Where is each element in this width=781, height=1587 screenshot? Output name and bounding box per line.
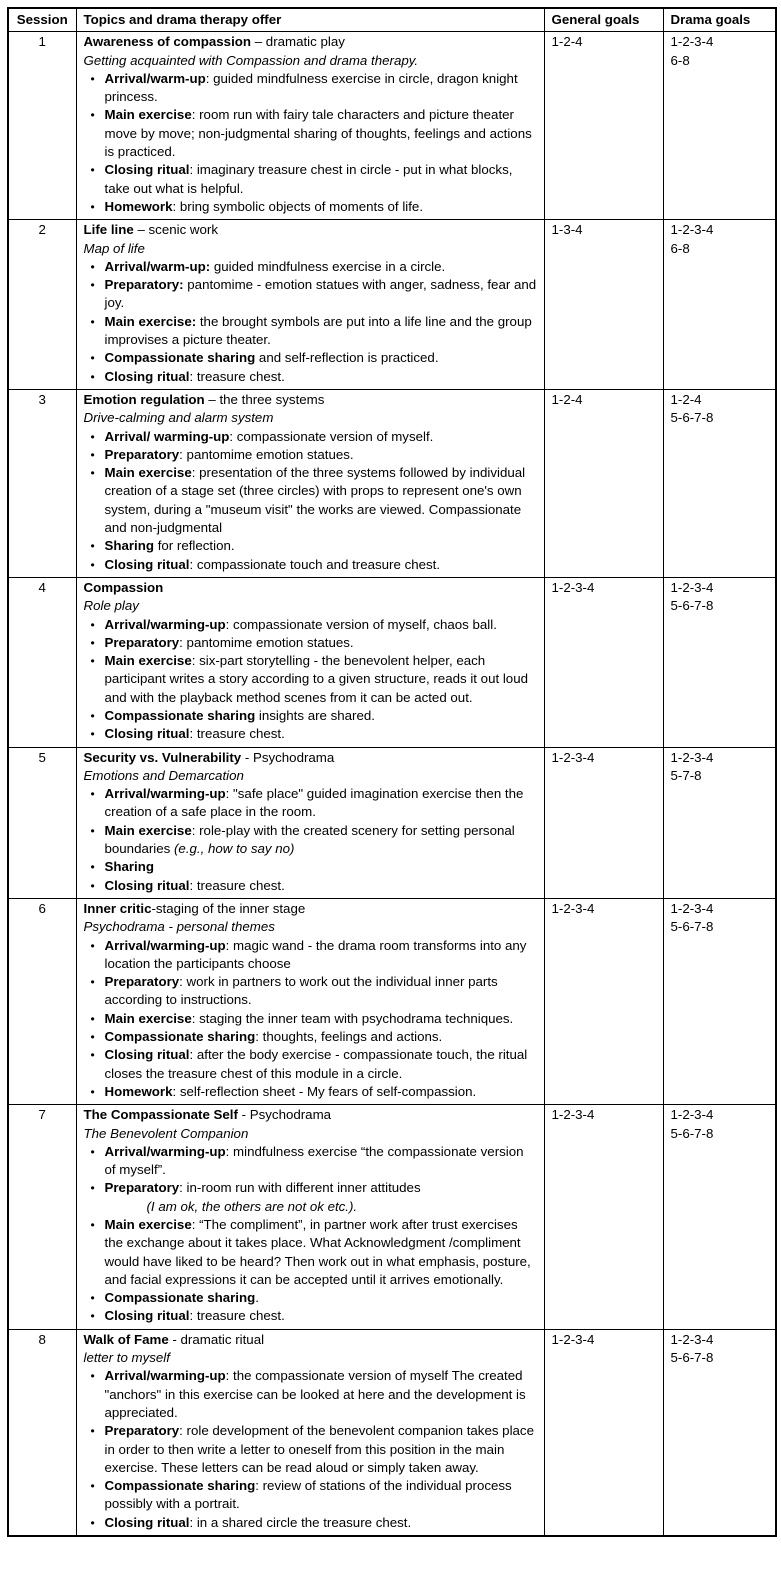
session-title: Emotion regulation – the three systems xyxy=(83,391,325,407)
indented-italic-note: (I am ok, the others are not ok etc.). xyxy=(146,1198,358,1214)
bullet-icon: • xyxy=(90,1218,95,1232)
bullet-icon: • xyxy=(90,860,95,875)
session-cell xyxy=(8,1105,76,1330)
bullet-icon: • xyxy=(90,975,95,990)
general-goals-cell xyxy=(544,747,663,898)
session-title: Security vs. Vulnerability - Psychodrama xyxy=(83,749,335,765)
bullet-item xyxy=(84,1289,537,1307)
bullet-icon: • xyxy=(90,1515,95,1530)
table-row xyxy=(8,389,776,577)
header-row xyxy=(8,8,776,32)
column-header-drama-goals: Drama goals xyxy=(663,8,776,32)
drama-goals-cell xyxy=(663,220,776,390)
bullet-text: Preparatory: in-room run with different inner attitudes (I am ok, the others are not ok etc.). xyxy=(105,1179,537,1216)
session-bullets xyxy=(84,1367,537,1532)
session-bullets xyxy=(84,1143,537,1326)
bullet-icon: • xyxy=(90,1030,95,1045)
session-title: Life line – scenic work xyxy=(83,222,218,238)
bullet-text: Compassionate sharing. xyxy=(104,1290,259,1306)
session-bullets xyxy=(84,785,537,895)
bullet-icon: • xyxy=(90,1048,95,1063)
bullet-item xyxy=(84,652,537,707)
bullet-icon: • xyxy=(90,727,95,742)
session-title: Awareness of compassion – dramatic play xyxy=(83,34,345,50)
session-subtitle: Emotions and Demarcation xyxy=(83,767,244,783)
bullet-item xyxy=(84,634,537,652)
bullet-text: Closing ritual: in a shared circle the treasure chest. xyxy=(104,1514,412,1530)
column-header-general-goals: General goals xyxy=(544,8,663,32)
bullet-text: Homework: self-reflection sheet - My fears of self-compassion. xyxy=(104,1083,477,1099)
session-title: Walk of Fame - dramatic ritual xyxy=(83,1331,265,1347)
bullet-item xyxy=(84,1083,537,1101)
general-goals-value: 1-2-4 xyxy=(551,34,583,50)
bullet-text: Closing ritual: treasure chest. xyxy=(104,368,285,384)
bullet-text: Main exercise: room run with fairy tale characters and picture theater move by move; non-judgmental sharing of thoughts, feelings and actions is practiced. xyxy=(104,107,532,160)
bullet-text: Sharing for reflection. xyxy=(104,538,235,554)
session-subtitle: Map of life xyxy=(83,240,145,256)
drama-goals-cell xyxy=(663,1105,776,1330)
bullet-text: Closing ritual: after the body exercise - compassionate touch, the ritual closes the treasure chest of this module in a circle. xyxy=(104,1047,528,1081)
drama-goals-value: 1-2-3-4 xyxy=(670,222,714,238)
bullet-icon: • xyxy=(90,1181,95,1196)
table-row xyxy=(8,898,776,1104)
session-number: 6 xyxy=(38,900,46,916)
session-number: 8 xyxy=(38,1331,46,1347)
general-goals-cell xyxy=(544,1105,663,1330)
bullet-icon: • xyxy=(90,1369,95,1384)
bullet-icon: • xyxy=(90,314,95,329)
bullet-icon: • xyxy=(90,938,95,953)
bullet-text: Preparatory: role development of the benevolent companion takes place in order to then write a letter to oneself from this position in the main exercise. These letters can be read aloud or simply taken away. xyxy=(104,1423,534,1475)
table-row xyxy=(8,220,776,390)
bullet-item xyxy=(84,973,537,1010)
session-bullets xyxy=(84,428,537,574)
session-cell xyxy=(8,32,76,220)
topics-cell xyxy=(76,220,544,390)
bullet-item xyxy=(84,1422,537,1477)
session-number: 3 xyxy=(38,391,46,407)
drama-goals-value: 5-6-7-8 xyxy=(670,1350,714,1366)
session-number: 5 xyxy=(38,749,46,765)
bullet-icon: • xyxy=(90,466,95,481)
session-cell xyxy=(8,220,76,390)
topics-cell xyxy=(76,1105,544,1330)
drama-goals-value: 5-6-7-8 xyxy=(670,598,714,614)
session-title: Inner critic-staging of the inner stage xyxy=(83,900,306,916)
bullet-icon: • xyxy=(90,199,95,214)
bullet-text: Preparatory: pantomime emotion statues. xyxy=(104,446,354,462)
session-number: 2 xyxy=(38,222,46,238)
bullet-text: Sharing xyxy=(104,859,154,875)
bullet-text: Arrival/warming-up: compassionate version of myself, chaos ball. xyxy=(104,616,497,632)
bullet-item xyxy=(84,464,537,537)
session-bullets xyxy=(84,258,537,386)
bullet-item xyxy=(84,368,537,386)
bullet-text: Arrival/warming-up: magic wand - the drama room transforms into any location the participants choose xyxy=(104,937,527,971)
session-number: 4 xyxy=(38,579,46,595)
session-subtitle: The Benevolent Companion xyxy=(83,1125,249,1141)
bullet-item xyxy=(84,877,537,895)
bullet-icon: • xyxy=(90,71,95,86)
bullet-item xyxy=(84,785,537,822)
table-row xyxy=(8,1105,776,1330)
general-goals-cell xyxy=(544,1329,663,1536)
table-row xyxy=(8,577,776,747)
bullet-text: Arrival/warming-up: mindfulness exercise “the compassionate version of myself”. xyxy=(104,1143,524,1178)
bullet-icon: • xyxy=(90,108,95,123)
bullet-icon: • xyxy=(90,278,95,293)
bullet-icon: • xyxy=(90,1424,95,1439)
topics-cell xyxy=(76,898,544,1104)
bullet-item xyxy=(84,937,537,974)
drama-goals-cell xyxy=(663,898,776,1104)
topics-cell xyxy=(76,1329,544,1536)
bullet-item xyxy=(84,822,537,859)
bullet-item xyxy=(84,1514,537,1532)
bullet-icon: • xyxy=(90,1144,95,1159)
general-goals-cell xyxy=(544,32,663,220)
drama-therapy-sessions-table xyxy=(7,7,777,1537)
bullet-item xyxy=(84,616,537,634)
general-goals-value: 1-2-3-4 xyxy=(551,1331,595,1347)
bullet-item xyxy=(84,1179,537,1216)
drama-goals-value: 1-2-3-4 xyxy=(670,1107,714,1123)
bullet-text: Closing ritual: treasure chest. xyxy=(104,726,285,742)
bullet-item xyxy=(84,556,537,574)
bullet-icon: • xyxy=(90,447,95,462)
general-goals-cell xyxy=(544,389,663,577)
column-header-topics: Topics and drama therapy offer xyxy=(76,8,544,32)
session-cell xyxy=(8,747,76,898)
bullet-icon: • xyxy=(90,1011,95,1026)
drama-goals-value: 1-2-3-4 xyxy=(670,900,714,916)
bullet-text: Compassionate sharing: review of stations of the individual process possibly with a portrait. xyxy=(104,1478,512,1512)
bullet-icon: • xyxy=(90,823,95,838)
session-subtitle: Role play xyxy=(83,598,139,614)
bullet-text: Arrival/ warming-up: compassionate version of myself. xyxy=(104,428,434,444)
drama-goals-value: 1-2-3-4 xyxy=(670,749,714,765)
bullet-icon: • xyxy=(90,429,95,444)
bullet-item xyxy=(84,349,537,367)
bullet-item xyxy=(84,707,537,725)
bullet-item xyxy=(84,428,537,446)
bullet-text: Compassionate sharing: thoughts, feelings and actions. xyxy=(104,1029,443,1045)
general-goals-cell xyxy=(544,898,663,1104)
table-row xyxy=(8,32,776,220)
bullet-text: Closing ritual: imaginary treasure chest in circle - put in what blocks, take out what is helpful. xyxy=(104,162,513,196)
general-goals-cell xyxy=(544,577,663,747)
table-row xyxy=(8,1329,776,1536)
bullet-text: Preparatory: pantomime - emotion statues with anger, sadness, fear and joy. xyxy=(104,277,537,311)
bullet-text: Main exercise: staging the inner team with psychodrama techniques. xyxy=(104,1010,514,1026)
session-title: The Compassionate Self - Psychodrama xyxy=(83,1107,332,1123)
bullet-text: Main exercise: presentation of the three systems followed by individual creation of a stage set (three circles) with props to represent one's own system, during a "museum visit" the works are viewed. Compassionate and non-judgmental xyxy=(104,465,526,536)
bullet-icon: • xyxy=(90,1291,95,1306)
drama-goals-value: 1-2-3-4 xyxy=(670,1331,714,1347)
table-header xyxy=(8,8,776,32)
session-title: Compassion xyxy=(83,579,164,595)
bullet-item xyxy=(84,198,537,216)
drama-goals-value: 5-6-7-8 xyxy=(670,410,714,426)
bullet-icon: • xyxy=(90,351,95,366)
bullet-item xyxy=(84,446,537,464)
bullet-text: Homework: bring symbolic objects of moments of life. xyxy=(104,198,424,214)
bullet-text: Closing ritual: treasure chest. xyxy=(104,877,285,893)
bullet-icon: • xyxy=(90,654,95,669)
bullet-text: Arrival/warming-up: "safe place" guided imagination exercise then the creation of a safe place in the room. xyxy=(104,786,524,820)
bullet-item xyxy=(84,1010,537,1028)
bullet-icon: • xyxy=(90,617,95,632)
column-header-session: Session xyxy=(8,8,76,32)
drama-goals-value: 1-2-3-4 xyxy=(670,579,714,595)
bullet-item xyxy=(84,313,537,350)
session-number: 7 xyxy=(38,1107,46,1123)
topics-cell xyxy=(76,747,544,898)
general-goals-value: 1-2-3-4 xyxy=(551,1107,595,1123)
session-subtitle: Getting acquainted with Compassion and drama therapy. xyxy=(83,52,419,68)
bullet-icon: • xyxy=(90,708,95,723)
bullet-text: Main exercise: the brought symbols are put into a life line and the group improvises a picture theater. xyxy=(104,313,532,348)
general-goals-value: 1-3-4 xyxy=(551,222,583,238)
session-subtitle: letter to myself xyxy=(83,1350,170,1366)
bullet-item xyxy=(84,725,537,743)
bullet-item xyxy=(84,858,537,876)
drama-goals-value: 5-6-7-8 xyxy=(670,919,714,935)
drama-goals-cell xyxy=(663,1329,776,1536)
session-subtitle: Psychodrama - personal themes xyxy=(83,919,275,935)
topics-cell xyxy=(76,389,544,577)
drama-goals-value: 1-2-3-4 xyxy=(670,34,714,50)
drama-goals-cell xyxy=(663,389,776,577)
bullet-icon: • xyxy=(90,878,95,893)
bullet-item xyxy=(84,1143,537,1180)
bullet-text: Preparatory: work in partners to work out the individual inner parts according to instructions. xyxy=(104,974,498,1008)
session-bullets xyxy=(84,616,537,744)
bullet-item xyxy=(84,537,537,555)
drama-goals-cell xyxy=(663,577,776,747)
bullet-text: Closing ritual: compassionate touch and treasure chest. xyxy=(104,556,441,572)
bullet-text: Arrival/warming-up: the compassionate version of myself The created "anchors" in this exercise can be looked at here and the development is appreciated. xyxy=(104,1368,526,1420)
general-goals-value: 1-2-3-4 xyxy=(551,749,595,765)
bullet-item xyxy=(84,1307,537,1325)
bullet-text: Compassionate sharing and self-reflection is practiced. xyxy=(104,350,439,366)
general-goals-value: 1-2-3-4 xyxy=(551,900,595,916)
bullet-text: Compassionate sharing insights are shared. xyxy=(104,707,375,723)
bullet-icon: • xyxy=(90,557,95,572)
bullet-item xyxy=(84,276,537,313)
bullet-icon: • xyxy=(90,1309,95,1324)
bullet-icon: • xyxy=(90,1479,95,1494)
session-cell xyxy=(8,577,76,747)
session-cell xyxy=(8,389,76,577)
session-number: 1 xyxy=(38,34,46,50)
general-goals-cell xyxy=(544,220,663,390)
bullet-item xyxy=(84,161,537,198)
drama-goals-cell xyxy=(663,32,776,220)
general-goals-value: 1-2-4 xyxy=(551,391,583,407)
bullet-item xyxy=(84,1028,537,1046)
table-row xyxy=(8,747,776,898)
bullet-text: Preparatory: pantomime emotion statues. xyxy=(104,634,354,650)
bullet-text: Arrival/warm-up: guided mindfulness exercise in circle, dragon knight princess. xyxy=(104,70,518,105)
bullet-item xyxy=(84,70,537,107)
bullet-icon: • xyxy=(90,369,95,384)
bullet-text: Main exercise: “The compliment”, in partner work after trust exercises the exchange about it takes place. What Acknowledgment /compliment would have liked to be heard? Then work out in what emphasis, posture, and facial expressions it can be accepted until it arrives emotionally. xyxy=(104,1217,531,1287)
bullet-text: Main exercise: six-part storytelling - the benevolent helper, each participant writes a story according to a given structure, reads it out loud and with the playback method scenes from it can be acted out. xyxy=(104,653,528,705)
bullet-text: Arrival/warm-up: guided mindfulness exercise in a circle. xyxy=(104,258,446,274)
general-goals-value: 1-2-3-4 xyxy=(551,579,595,595)
bullet-text: Closing ritual: treasure chest. xyxy=(104,1308,285,1324)
bullet-item xyxy=(84,258,537,276)
bullet-item xyxy=(84,106,537,161)
bullet-item xyxy=(84,1477,537,1514)
bullet-icon: • xyxy=(90,539,95,554)
bullet-icon: • xyxy=(90,259,95,274)
drama-goals-cell xyxy=(663,747,776,898)
bullet-item xyxy=(84,1367,537,1422)
drama-goals-value: 5-6-7-8 xyxy=(670,1125,714,1141)
session-bullets xyxy=(84,70,537,216)
drama-goals-value: 6-8 xyxy=(670,240,690,256)
drama-goals-value: 1-2-4 xyxy=(670,391,702,407)
bullet-icon: • xyxy=(90,163,95,178)
drama-goals-value: 5-7-8 xyxy=(670,767,702,783)
bullet-icon: • xyxy=(90,787,95,802)
bullet-icon: • xyxy=(90,1084,95,1099)
session-subtitle: Drive-calming and alarm system xyxy=(83,410,274,426)
bullet-icon: • xyxy=(90,635,95,650)
table-body xyxy=(8,32,776,1536)
session-bullets xyxy=(84,937,537,1102)
session-cell xyxy=(8,1329,76,1536)
topics-cell xyxy=(76,32,544,220)
bullet-item xyxy=(84,1046,537,1083)
bullet-item xyxy=(84,1216,537,1289)
session-cell xyxy=(8,898,76,1104)
topics-cell xyxy=(76,577,544,747)
drama-goals-value: 6-8 xyxy=(670,52,690,68)
bullet-text: Main exercise: role-play with the created scenery for setting personal boundaries (e.g., how to say no) xyxy=(104,822,515,857)
